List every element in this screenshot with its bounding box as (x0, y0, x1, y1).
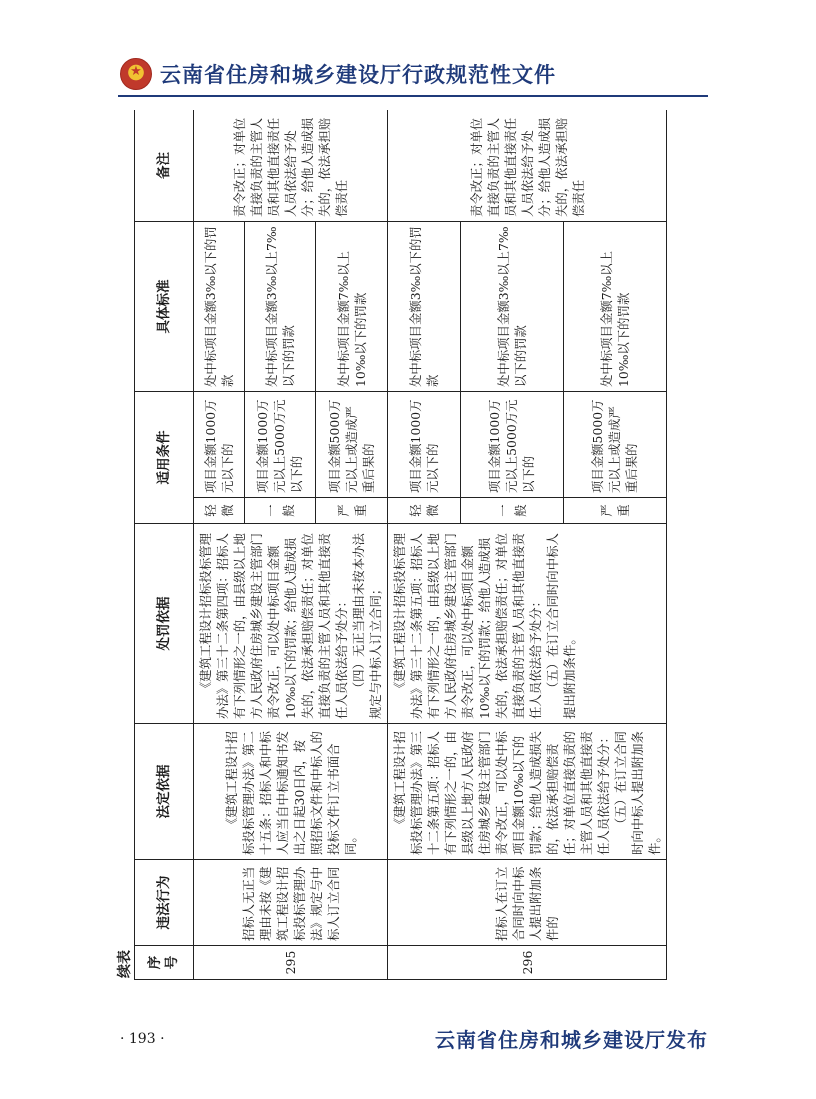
specific-standard: 处中标项目金额3‰以上7‰以下的罚款 (460, 222, 563, 392)
level-label: 一般 (460, 498, 563, 524)
penalty-basis (388, 524, 667, 724)
national-emblem-icon (120, 58, 152, 90)
penalty-standard-table (134, 110, 667, 980)
publisher: 云南省住房和城乡建设厅发布 (435, 1028, 708, 1052)
header-level-cond: 适用条件 (135, 392, 194, 524)
row-number: 295 (194, 946, 388, 980)
legal-basis-text: 《建筑工程设计招标投标管理办法》第二十五条：招标人和中标人应当自中标通知书发出之日起30日内，按照招标文件和中标人的投标文件订立书面合同。 (223, 731, 358, 855)
row-number: 296 (388, 946, 667, 980)
applicable-condition: 项目金额1000万元以下的 (194, 392, 245, 498)
header-remark: 备注 (135, 110, 194, 222)
header-penalty: 处罚依据 (135, 524, 194, 724)
table-row (194, 110, 245, 980)
illegal-act: 招标人无正当理由未按《建筑工程设计招标投标管理办法》规定与中标人订立合同 (194, 860, 388, 946)
level-label: 轻微 (194, 498, 245, 524)
table-row (388, 110, 461, 980)
header-title: 云南省住房和城乡建设厅行政规范性文件 (160, 63, 556, 87)
specific-standard: 处中标项目金额3‰以下的罚款 (194, 222, 245, 392)
legal-basis (194, 724, 388, 860)
penalty-basis-para: 《建筑工程设计招标投标管理办法》第三十二条第五项：招标人有下列情形之一的，由县级以上地方人民政府住房城乡建设主管部门责令改正，可以处中标项目金额10‰以下的罚款；给他人造成损失的，依法承担赔偿责任；对单位直接负责的主管人员和其他直接责任人员依法给予处分： (392, 533, 543, 719)
applicable-condition: 项目金额5000万元以上或造成严重后果的 (563, 392, 666, 498)
header-act: 违法行为 (135, 860, 194, 946)
legal-basis-item: （五）在订立合同时向中标人提出附加条件。 (613, 731, 662, 855)
penalty-basis (194, 524, 388, 724)
penalty-basis-para: 《建筑工程设计招标投标管理办法》第三十二条第四项：招标人有下列情形之一的，由县级以上地方人民政府住房城乡建设主管部门责令改正，可以处中标项目金额10‰以下的罚款；给他人造成损失的，依法承担赔偿责任；对单位直接负责的主管人员和其他直接责任人员依法给予处分： (198, 533, 349, 719)
rotated-page-content (112, 110, 712, 980)
level-label: 轻微 (388, 498, 461, 524)
header-rule (118, 95, 708, 97)
header-no: 序号 (135, 946, 194, 980)
level-label: 严重 (316, 498, 388, 524)
continued-label: 续表 (117, 950, 133, 978)
penalty-basis-item: （四）无正当理由未按本办法规定与中标人订立合同； (351, 533, 383, 719)
legal-basis (388, 724, 667, 860)
applicable-condition: 项目金额5000万元以上或造成严重后果的 (316, 392, 388, 498)
remark: 责令改正；对单位直接负责的主管人员和其他直接责任人员依法给予处分；给他人造成损失的，依法承担赔偿责任 (194, 110, 388, 222)
level-label: 严重 (563, 498, 666, 524)
specific-standard: 处中标项目金额3‰以上7‰以下的罚款 (244, 222, 316, 392)
specific-standard: 处中标项目金额3‰以下的罚款 (388, 222, 461, 392)
penalty-basis-item: （五）在订立合同时向中标人提出附加条件。 (545, 533, 577, 719)
specific-standard: 处中标项目金额7‰以上10‰以下的罚款 (563, 222, 666, 392)
applicable-condition: 项目金额1000万元以上5000万元以下的 (244, 392, 316, 498)
header-standard: 具体标准 (135, 222, 194, 392)
document-header (120, 58, 556, 90)
table-header-row (135, 110, 194, 980)
applicable-condition: 项目金额1000万元以上5000万元以下的 (460, 392, 563, 498)
remark: 责令改正；对单位直接负责的主管人员和其他直接责任人员依法给予处分；给他人造成损失的，依法承担赔偿责任 (388, 110, 667, 222)
specific-standard: 处中标项目金额7‰以上10‰以下的罚款 (316, 222, 388, 392)
level-label: 一般 (244, 498, 316, 524)
illegal-act: 招标人在订立合同时向中标人提出附加条件的 (388, 860, 667, 946)
page-number: · 193 · (120, 1031, 165, 1047)
header-basis: 法定依据 (135, 724, 194, 860)
applicable-condition: 项目金额1000万元以下的 (388, 392, 461, 498)
rotated-table-area (112, 110, 712, 980)
legal-basis-para: 《建筑工程设计招标投标管理办法》第三十二条第五项：招标人有下列情形之一的，由县级以上地方人民政府住房城乡建设主管部门责令改正，可以处中标项目金额10‰以下的罚款；给他人造成损失的，依法承担赔偿责任；对单位直接负责的主管人员和其他直接责任人员依法给予处分： (392, 731, 611, 855)
